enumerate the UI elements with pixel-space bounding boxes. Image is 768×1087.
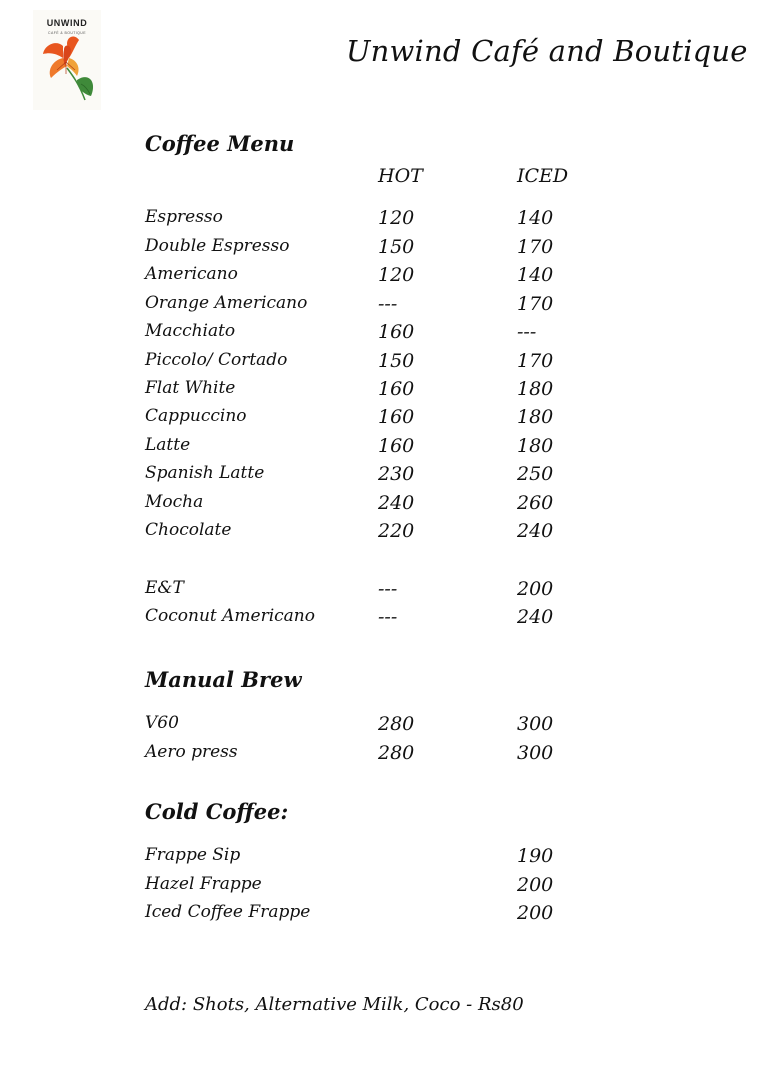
item-name: Americano bbox=[145, 264, 238, 284]
add-ons-note: Add: Shots, Alternative Milk, Coco - Rs80 bbox=[145, 994, 524, 1015]
item-price-hot: 150 bbox=[378, 350, 415, 372]
menu-item bbox=[0, 713, 768, 741]
item-name: Frappe Sip bbox=[145, 845, 241, 865]
item-price-hot: 120 bbox=[378, 264, 415, 286]
item-price-hot: 230 bbox=[378, 463, 415, 485]
item-name: Macchiato bbox=[145, 321, 236, 341]
item-name: Flat White bbox=[145, 378, 236, 398]
menu-item bbox=[0, 742, 768, 770]
column-header-hot: HOT bbox=[378, 165, 423, 187]
item-price-hot: 120 bbox=[378, 207, 415, 229]
menu-item bbox=[0, 264, 768, 292]
item-price-iced: 300 bbox=[517, 742, 554, 764]
menu-item bbox=[0, 435, 768, 463]
item-name: Hazel Frappe bbox=[145, 874, 262, 894]
item-name: Coconut Americano bbox=[145, 606, 315, 626]
menu-item bbox=[0, 578, 768, 606]
menu-item bbox=[0, 236, 768, 264]
item-name: Latte bbox=[145, 435, 191, 455]
menu-item bbox=[0, 293, 768, 321]
item-price-iced: 250 bbox=[517, 463, 554, 485]
logo bbox=[33, 10, 101, 110]
item-price-hot: 280 bbox=[378, 742, 415, 764]
item-price-iced: 170 bbox=[517, 236, 554, 258]
item-price: 190 bbox=[517, 845, 554, 867]
item-name: Orange Americano bbox=[145, 293, 308, 313]
item-price-iced: 140 bbox=[517, 264, 554, 286]
item-price-iced: 180 bbox=[517, 378, 554, 400]
item-price-hot: 160 bbox=[378, 378, 415, 400]
menu-item bbox=[0, 207, 768, 235]
menu-item bbox=[0, 874, 768, 902]
menu-item bbox=[0, 321, 768, 349]
item-price-hot: 240 bbox=[378, 492, 415, 514]
logo-wordmark: UNWIND bbox=[46, 18, 88, 28]
item-price-hot: --- bbox=[378, 293, 398, 315]
item-name: Espresso bbox=[145, 207, 223, 227]
item-price-hot: 220 bbox=[378, 520, 415, 542]
item-price-iced: 240 bbox=[517, 520, 554, 542]
cold-coffee-heading: Cold Coffee: bbox=[145, 799, 289, 824]
item-price-iced: 170 bbox=[517, 350, 554, 372]
item-price: 200 bbox=[517, 874, 554, 896]
item-name: Aero press bbox=[145, 742, 238, 762]
item-name: Mocha bbox=[145, 492, 204, 512]
item-price-iced: 240 bbox=[517, 606, 554, 628]
menu-item bbox=[0, 902, 768, 930]
item-name: Chocolate bbox=[145, 520, 232, 540]
logo-tagline: CAFÉ & BOUTIQUE bbox=[48, 31, 86, 35]
item-price-hot: 160 bbox=[378, 321, 415, 343]
item-price-hot: --- bbox=[378, 578, 398, 600]
menu-item bbox=[0, 606, 768, 634]
menu-item bbox=[0, 463, 768, 491]
item-price-iced: 200 bbox=[517, 578, 554, 600]
menu-item bbox=[0, 520, 768, 548]
menu-item bbox=[0, 492, 768, 520]
coffee-menu-heading: Coffee Menu bbox=[145, 131, 295, 156]
item-price-iced: 180 bbox=[517, 406, 554, 428]
menu-item bbox=[0, 406, 768, 434]
item-price-iced: 140 bbox=[517, 207, 554, 229]
item-price-hot: 150 bbox=[378, 236, 415, 258]
item-price-hot: 280 bbox=[378, 713, 415, 735]
column-header-iced: ICED bbox=[517, 165, 569, 187]
item-name: Piccolo/ Cortado bbox=[145, 350, 288, 370]
item-price-iced: 260 bbox=[517, 492, 554, 514]
manual-brew-heading: Manual Brew bbox=[145, 667, 302, 692]
item-price-iced: 300 bbox=[517, 713, 554, 735]
menu-item bbox=[0, 350, 768, 378]
item-price-hot: --- bbox=[378, 606, 398, 628]
item-name: Spanish Latte bbox=[145, 463, 265, 483]
item-price-iced: 180 bbox=[517, 435, 554, 457]
item-name: V60 bbox=[145, 713, 179, 733]
item-price: 200 bbox=[517, 902, 554, 924]
item-name: Cappuccino bbox=[145, 406, 247, 426]
item-price-iced: 170 bbox=[517, 293, 554, 315]
item-price-iced: --- bbox=[517, 321, 537, 343]
menu-item bbox=[0, 845, 768, 873]
item-name: Double Espresso bbox=[145, 236, 290, 256]
menu-item bbox=[0, 378, 768, 406]
item-name: Iced Coffee Frappe bbox=[145, 902, 311, 922]
page-title: Unwind Café and Boutique bbox=[346, 34, 748, 68]
item-price-hot: 160 bbox=[378, 435, 415, 457]
item-price-hot: 160 bbox=[378, 406, 415, 428]
item-name: E&T bbox=[145, 578, 184, 598]
flower-icon bbox=[33, 10, 101, 110]
